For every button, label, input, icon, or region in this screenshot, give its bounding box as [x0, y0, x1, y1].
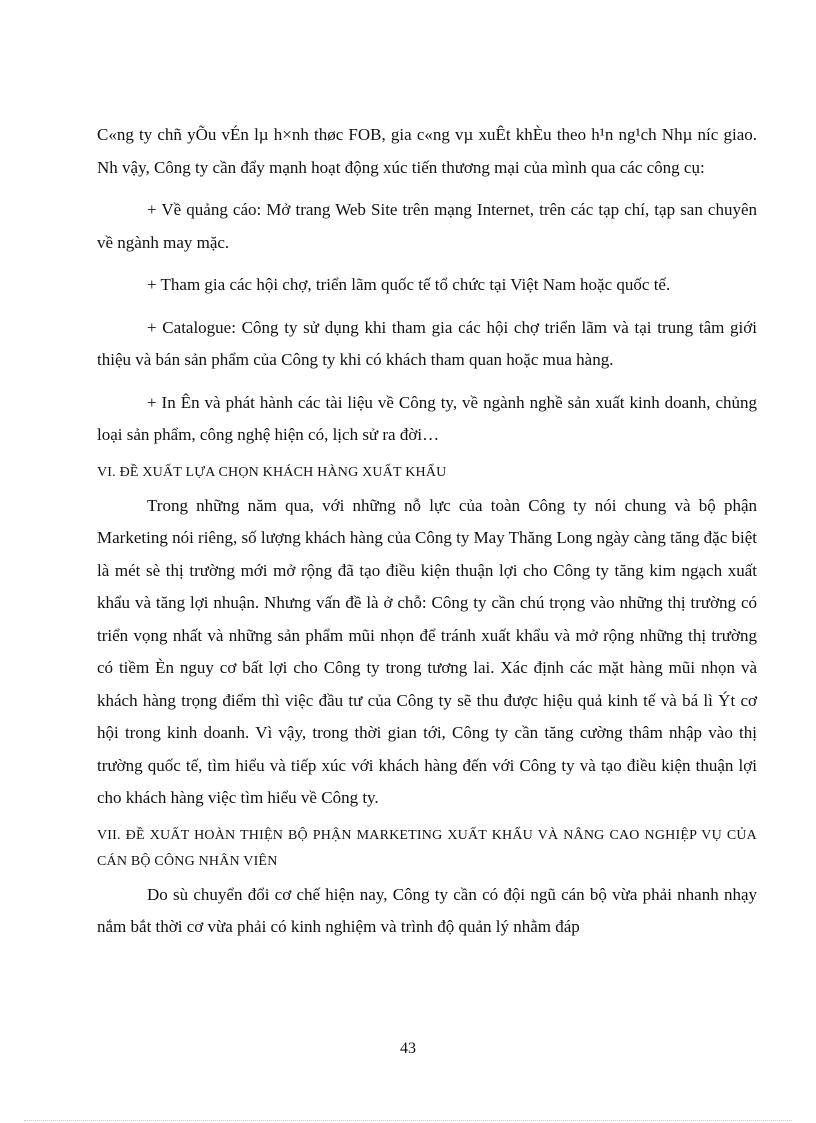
section-heading-vi: VI. ĐỀ XUẤT LỰA CHỌN KHÁCH HÀNG XUẤT KHẨU — [97, 464, 447, 480]
paragraph-printing: + In Ên và phát hành các tài liệu về Công ty, về ngành nghề sản xuất kinh doanh, chủng loại sản phẩm, công nghệ hiện có, lịch sử ra đời… — [97, 392, 757, 444]
paragraph-advertising: + Về quảng cáo: Mở trang Web Site trên mạng Internet, trên các tạp chí, tạp san chuyên về ngành may mặc. — [97, 200, 757, 252]
paragraph-staff-training: Do sù chuyển đổi cơ chế hiện nay, Công ty cần có đội ngũ cán bộ vừa phải nhanh nhạy nắm bắt thời cơ vừa phải có kinh nghiệm và trình độ quản lý nhằm đáp — [97, 884, 757, 936]
section-heading-vii: VII. ĐỀ XUẤT HOÀN THIỆN BỘ PHẬN MARKETING XUẤT KHẨU VÀ NÂNG CAO NGHIỆP VỤ CỦA CÁN BỘ CÔNG NHÂN VIÊN — [97, 827, 757, 869]
page-number: 43 — [400, 1040, 416, 1057]
paragraph-customer-selection: Trong những năm qua, với những nỗ lực của toàn Công ty nói chung và bộ phận Marketing nói riêng, số lượng khách hàng của Công ty May Thăng Long ngày càng tăng đặc biệt là mét sè thị trường mới mở rộng đã tạo điều kiện thuận lợi cho Công ty tăng kim ngạch xuất khẩu và tăng lợi nhuận. Nhưng vấn đề là ở chỗ: Công ty cần chú trọng vào những thị trường có triển vọng nhất và những sản phẩm mũi nhọn để tránh xuất khẩu và mở rộng những thị trường có tiềm Èn nguy cơ bất lợi cho Công ty trong tương lai. Xác định các mặt hàng mũi nhọn và khách hàng trọng điểm thì việc đầu tư của Công ty sẽ thu được hiệu quả kinh tế và bá lì Ýt cơ hội trong kinh doanh. Vì vậy, trong thời gian tới, Công ty cần tăng cường thâm nhập vào thị trường quốc tế, tìm hiểu và tiếp xúc với khách hàng đến với Công ty và tạo điều kiện thuận lợi cho khách hàng việc tìm hiểu về Công ty. — [97, 495, 757, 807]
paragraph-trade-fairs: + Tham gia các hội chợ, triển lãm quốc tế tổ chức tại Việt Nam hoặc quốc tế. — [147, 275, 671, 294]
page-bottom-divider — [24, 1120, 792, 1121]
paragraph-export-forms: C«ng ty chñ yÕu vÉn lµ h×nh thøc FOB, gia c«ng vµ xuÊt khÈu theo h¹n ng¹ch Nhµ níc giao. Nh vậy, Công ty cần đẩy mạnh hoạt động xúc tiến thương mại của mình qua các công cụ: — [97, 125, 757, 177]
paragraph-catalogue: + Catalogue: Công ty sử dụng khi tham gia các hội chợ triển lãm và tại trung tâm giới thiệu và bán sản phẩm của Công ty khi có khách tham quan hoặc mua hàng. — [97, 317, 757, 369]
page-body — [97, 119, 757, 944]
